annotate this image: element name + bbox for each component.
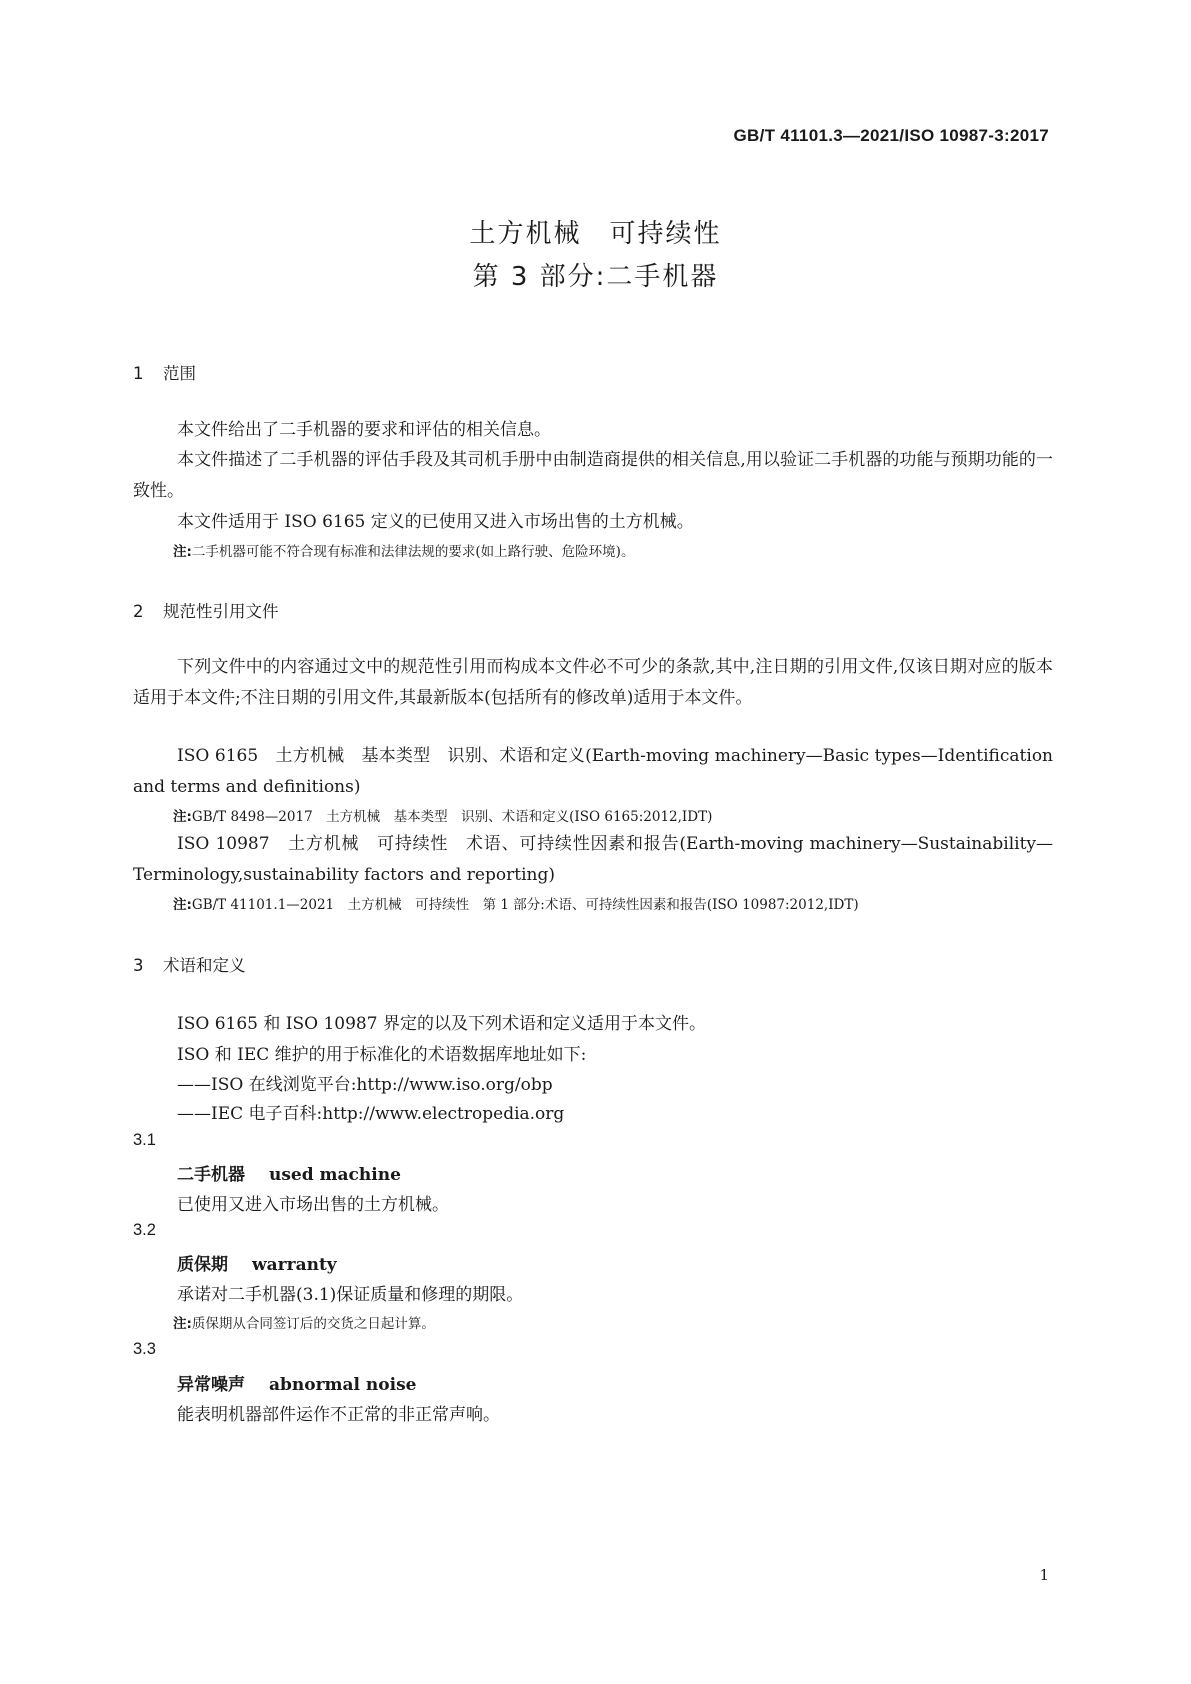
term-heading <box>177 1370 416 1395</box>
paragraph: 本文件给出了二手机器的要求和评估的相关信息。 <box>177 420 551 440</box>
section-title: 范围 <box>163 364 196 383</box>
term-english: used machine <box>269 1165 401 1185</box>
term-english: abnormal noise <box>269 1375 417 1395</box>
note-text: GB/T 8498—2017 土方机械 基本类型 识别、术语和定义(ISO 6165:2012,IDT) <box>191 809 713 825</box>
term-heading <box>177 1250 337 1275</box>
term-number: 3.1 <box>133 1131 156 1149</box>
section-heading-terms-definitions <box>133 952 246 976</box>
paragraph: 本文件描述了二手机器的评估手段及其司机手册中由制造商提供的相关信息,用以验证二手机器的功能与预期功能的一致性。 <box>133 450 1053 501</box>
term-chinese: 二手机器 <box>177 1165 245 1185</box>
term-definition: 能表明机器部件运作不正常的非正常声响。 <box>177 1405 500 1425</box>
note <box>173 1312 435 1332</box>
term-definition: 承诺对二手机器(3.1)保证质量和修理的期限。 <box>177 1285 524 1305</box>
term-number: 3.2 <box>133 1221 156 1239</box>
note-label: 注: <box>173 544 192 560</box>
paragraph: 下列文件中的内容通过文中的规范性引用而构成本文件必不可少的条款,其中,注日期的引用文件,仅该日期对应的版本适用于本文件;不注日期的引用文件,其最新版本(包括所有的修改单)适用于本文件。 <box>133 657 1053 708</box>
list-item: ——ISO 在线浏览平台:http://www.iso.org/obp <box>177 1075 553 1095</box>
section-heading-scope <box>133 360 196 384</box>
section-number: 1 <box>133 364 144 383</box>
page-number: 1 <box>1039 1566 1049 1584</box>
note <box>173 805 712 825</box>
note <box>173 893 859 913</box>
document-title: 土方机械 可持续性 <box>469 219 722 249</box>
note-text: 质保期从合同签订后的交货之日起计算。 <box>191 1316 435 1332</box>
term-chinese: 异常噪声 <box>177 1375 245 1395</box>
reference-entry: ISO 6165 土方机械 基本类型 识别、术语和定义(Earth-moving machinery—Basic types—Identification and terms and definitions) <box>133 746 1053 797</box>
document-code: GB/T 41101.3—2021/ISO 10987-3:2017 <box>733 126 1049 145</box>
document-subtitle: 第 3 部分:二手机器 <box>472 262 719 292</box>
paragraph: ISO 和 IEC 维护的用于标准化的术语数据库地址如下: <box>177 1045 587 1065</box>
section-title: 规范性引用文件 <box>163 602 279 621</box>
note-label: 注: <box>173 809 192 825</box>
note-text: 二手机器可能不符合现有标准和法律法规的要求(如上路行驶、危险环境)。 <box>191 544 635 560</box>
note <box>173 540 634 560</box>
paragraph: ISO 6165 和 ISO 10987 界定的以及下列术语和定义适用于本文件。 <box>177 1014 706 1034</box>
section-number: 2 <box>133 602 144 621</box>
section-heading-normative-references <box>133 598 279 622</box>
note-label: 注: <box>173 897 192 913</box>
term-number: 3.3 <box>133 1340 156 1358</box>
paragraph: 本文件适用于 ISO 6165 定义的已使用又进入市场出售的土方机械。 <box>177 512 694 532</box>
note-text: GB/T 41101.1—2021 土方机械 可持续性 第 1 部分:术语、可持续性因素和报告(ISO 10987:2012,IDT) <box>191 897 859 913</box>
section-title: 术语和定义 <box>163 956 246 975</box>
section-number: 3 <box>133 956 144 975</box>
term-heading <box>177 1160 401 1185</box>
reference-entry: ISO 10987 土方机械 可持续性 术语、可持续性因素和报告(Earth-moving machinery—Sustainability—Terminology,sustainability factors and reporting) <box>133 834 1053 885</box>
note-label: 注: <box>173 1316 192 1332</box>
term-definition: 已使用又进入市场出售的土方机械。 <box>177 1195 449 1215</box>
term-english: warranty <box>252 1255 337 1275</box>
list-item: ——IEC 电子百科:http://www.electropedia.org <box>177 1104 565 1124</box>
term-chinese: 质保期 <box>177 1255 228 1275</box>
